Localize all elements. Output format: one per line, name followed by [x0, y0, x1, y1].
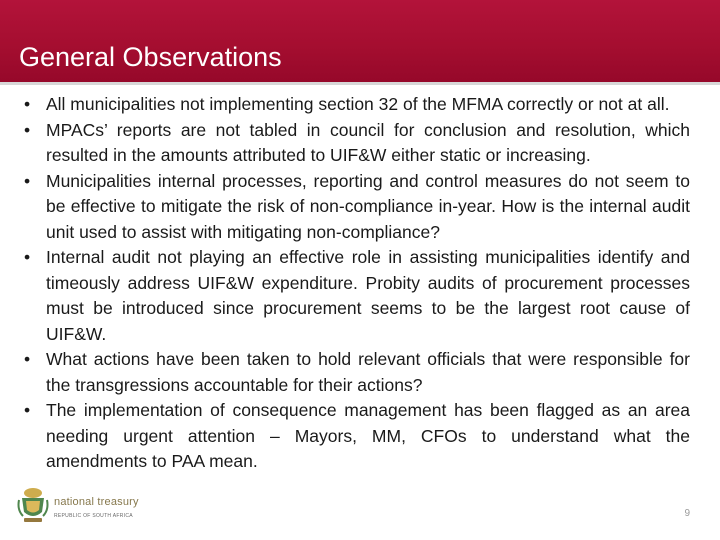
- bullet-text: All municipalities not implementing section 32 of the MFMA correctly or not at all.: [46, 94, 670, 114]
- bullet-marker: •: [24, 400, 31, 420]
- bullet-marker: •: [24, 119, 31, 140]
- logo-name: national treasury: [54, 496, 139, 508]
- slide-body: [24, 92, 690, 475]
- bullet-item: [24, 118, 690, 169]
- title-bar: [0, 0, 720, 82]
- bullet-item: [24, 347, 690, 398]
- bullet-text: Municipalities internal processes, reporting and control measures do not seem to be effective to mitigate the risk of non-compliance in-year. How is the internal audit unit used to assist with mitigating non-compliance?: [46, 170, 690, 242]
- bullet-item: [24, 398, 690, 475]
- bullet-text: The implementation of consequence management has been flagged as an area needing urgent attention – Mayors, MM, CFOs to understand what the amendments to PAA mean.: [46, 400, 690, 471]
- bullet-text: What actions have been taken to hold relevant officials that were responsible for the transgressions accountable for their actions?: [46, 349, 690, 395]
- slide-title: General Observations: [19, 42, 282, 72]
- bullet-marker: •: [24, 247, 31, 267]
- header-divider: [0, 82, 720, 85]
- page-number: 9: [684, 508, 690, 519]
- bullet-marker: •: [24, 170, 31, 191]
- bullet-marker: •: [24, 349, 31, 369]
- bullet-item: [24, 245, 690, 347]
- bullet-text: MPACs’ reports are not tabled in council for conclusion and resolution, which resulted in the amounts attributed to UIF&W either static or increasing.: [46, 119, 690, 165]
- logo-subtitle: REPUBLIC OF SOUTH AFRICA: [54, 513, 133, 519]
- coat-of-arms-icon: [16, 486, 50, 526]
- bullet-text: Internal audit not playing an effective role in assisting municipalities identify and timeously address UIF&W expenditure. Probity audits of procurement processes must be introduced since procurement seems to be the largest root cause of UIF&W.: [46, 247, 690, 344]
- national-treasury-logo: [16, 486, 156, 526]
- bullet-list: [24, 92, 690, 475]
- bullet-marker: •: [24, 94, 31, 114]
- bullet-item: [24, 169, 690, 246]
- bullet-item: [24, 92, 690, 118]
